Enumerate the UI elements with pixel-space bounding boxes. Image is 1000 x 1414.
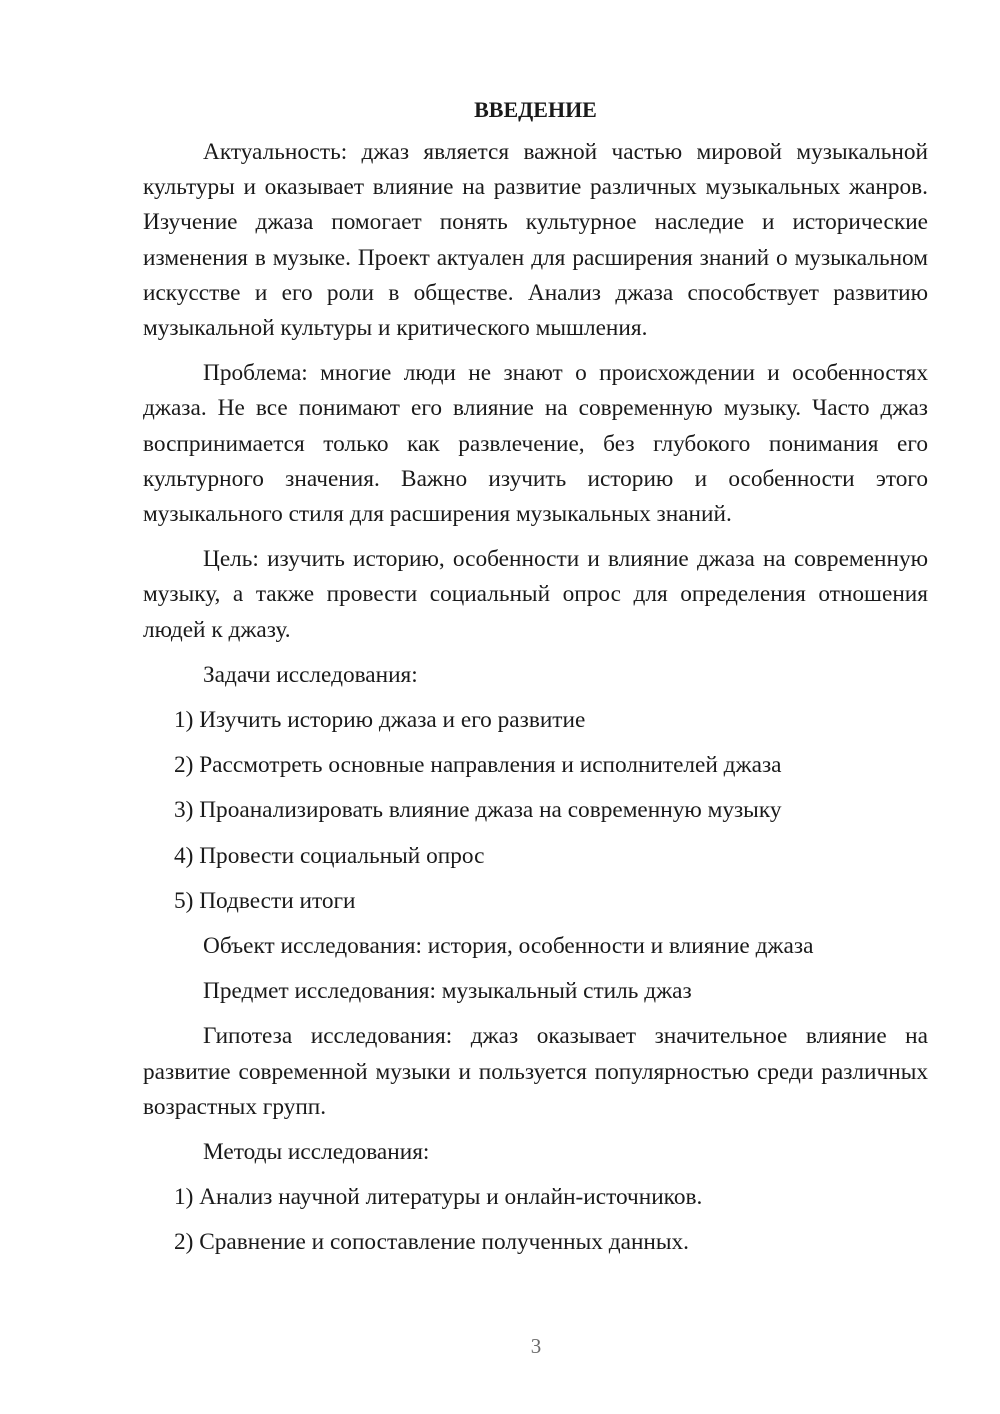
task-item: 4) Провести социальный опрос xyxy=(174,842,485,869)
tasks-title: Задачи исследования: xyxy=(203,661,418,688)
task-item: 3) Проанализировать влияние джаза на современную музыку xyxy=(174,797,782,824)
goal-paragraph: Цель: изучить историю, особенности и влияние джаза на современную музыку, а также провести социальный опрос для определения отношения людей к джазу. xyxy=(143,546,928,643)
task-item: 5) Подвести итоги xyxy=(174,887,356,914)
research-subject: Предмет исследования: музыкальный стиль джаз xyxy=(203,978,692,1005)
section-heading: ВВЕДЕНИЕ xyxy=(474,97,597,122)
page-content xyxy=(143,94,928,1271)
method-item: 1) Анализ научной литературы и онлайн-источников. xyxy=(174,1184,703,1211)
task-item: 1) Изучить историю джаза и его развитие xyxy=(174,707,586,734)
hypothesis-paragraph: Гипотеза исследования: джаз оказывает значительное влияние на развитие современной музыки и пользуется популярностью среди различных возрастных групп. xyxy=(143,1023,928,1120)
method-item: 2) Сравнение и сопоставление полученных данных. xyxy=(174,1229,689,1256)
research-object: Объект исследования: история, особенности и влияние джаза xyxy=(203,933,814,960)
page-number: 3 xyxy=(530,1334,542,1358)
problem-paragraph: Проблема: многие люди не знают о происхождении и особенностях джаза. Не все понимают его влияние на современную музыку. Часто джаз воспринимается только как развлечение, без глубокого понимания его культурного значения. Важно изучить историю и особенности этого музыкального стиля для расширения музыкальных знаний. xyxy=(143,360,928,528)
methods-title: Методы исследования: xyxy=(203,1139,430,1166)
relevance-paragraph: Актуальность: джаз является важной частью мировой музыкальной культуры и оказывает влияние на развитие различных музыкальных жанров. Изучение джаза помогает понять культурное наследие и исторические изменения в музыке. Проект актуален для расширения знаний о музыкальном искусстве и его роли в обществе. Анализ джаза способствует развитию музыкальной культуры и критического мышления. xyxy=(143,139,928,342)
task-item: 2) Рассмотреть основные направления и исполнителей джаза xyxy=(174,752,782,779)
